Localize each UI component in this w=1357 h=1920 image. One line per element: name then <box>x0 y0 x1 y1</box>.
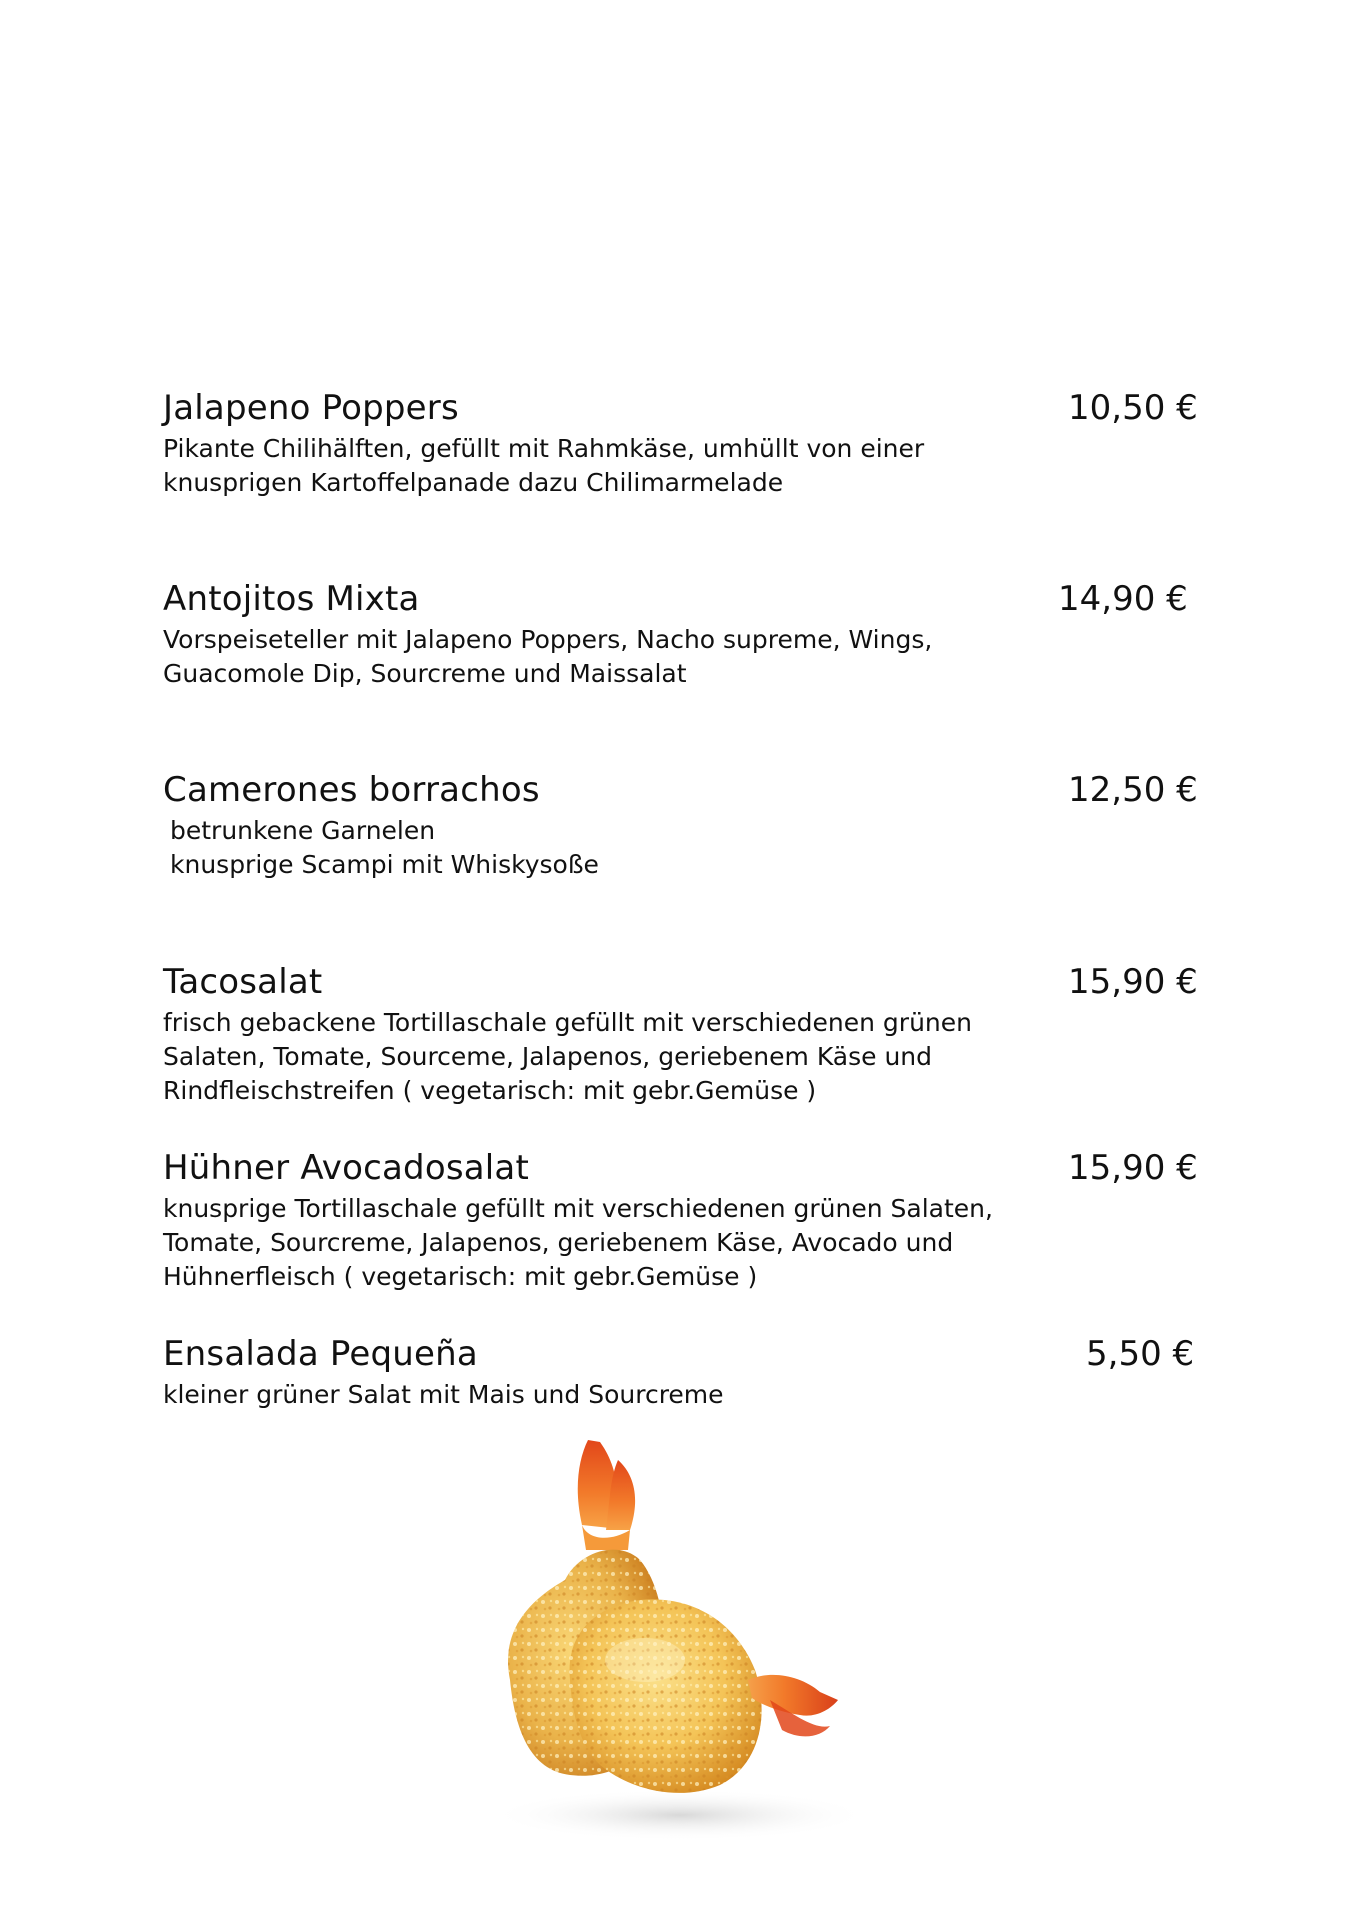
item-description <box>163 814 599 882</box>
item-title: Hühner Avocadosalat <box>163 1148 529 1188</box>
description-line: knusprige Tortillaschale gefüllt mit verschiedenen grünen Salaten, <box>163 1194 993 1223</box>
item-price: 14,90 € <box>1058 579 1188 619</box>
description-line: frisch gebackene Tortillaschale gefüllt mit verschiedenen grünen <box>163 1008 972 1037</box>
item-title: Camerones borrachos <box>163 770 540 810</box>
item-description <box>163 1006 972 1108</box>
description-line: Rindfleischstreifen ( vegetarisch: mit gebr.Gemüse ) <box>163 1076 817 1105</box>
description-line: Salaten, Tomate, Sourceme, Jalapenos, geriebenem Käse und <box>163 1042 933 1071</box>
item-description <box>163 1192 993 1294</box>
item-price: 15,90 € <box>1068 1148 1198 1188</box>
item-price: 12,50 € <box>1068 770 1198 810</box>
fried-shrimp-photo <box>470 1430 930 1850</box>
description-line: kleiner grüner Salat mit Mais und Sourcreme <box>163 1380 724 1409</box>
description-line: Hühnerfleisch ( vegetarisch: mit gebr.Gemüse ) <box>163 1262 758 1291</box>
item-price: 10,50 € <box>1068 388 1198 428</box>
item-title: Tacosalat <box>163 962 323 1002</box>
description-line: Vorspeiseteller mit Jalapeno Poppers, Nacho supreme, Wings, <box>163 625 933 654</box>
item-price: 5,50 € <box>1086 1334 1195 1374</box>
description-line: knusprigen Kartoffelpanade dazu Chilimarmelade <box>163 468 784 497</box>
description-line: Tomate, Sourcreme, Jalapenos, geriebenem Käse, Avocado und <box>163 1228 954 1257</box>
item-description <box>163 432 924 500</box>
item-description <box>163 623 932 691</box>
item-title: Ensalada Pequeña <box>163 1334 478 1374</box>
description-line: betrunkene Garnelen <box>170 816 436 845</box>
item-title: Jalapeno Poppers <box>163 388 459 428</box>
item-price: 15,90 € <box>1068 962 1198 1002</box>
description-line: knusprige Scampi mit Whiskysoße <box>170 850 599 879</box>
description-line: Pikante Chilihälften, gefüllt mit Rahmkäse, umhüllt von einer <box>163 434 925 463</box>
description-line: Guacomole Dip, Sourcreme und Maissalat <box>163 659 687 688</box>
item-title: Antojitos Mixta <box>163 579 420 619</box>
item-description <box>163 1378 724 1412</box>
